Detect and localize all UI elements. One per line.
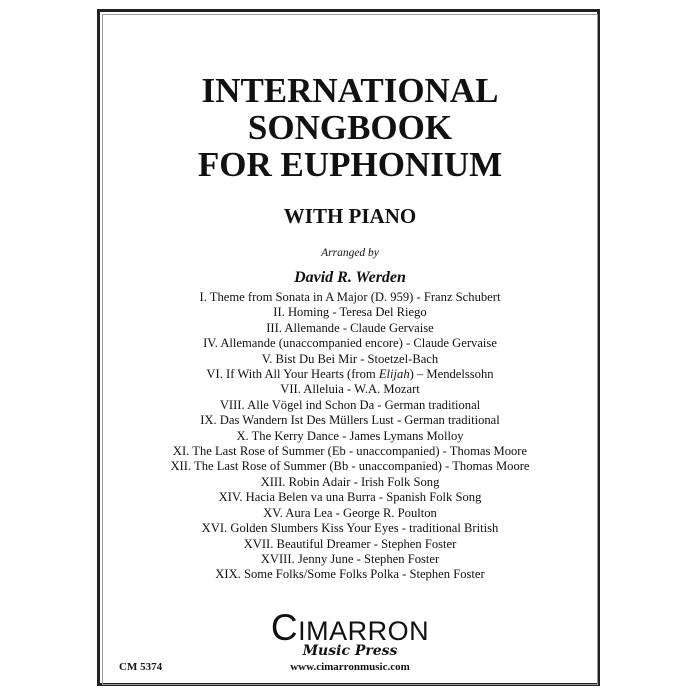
publisher-url[interactable]: www.cimarronmusic.com [290, 661, 410, 673]
logo-text: IMARRON [298, 616, 430, 646]
list-item: XI. The Last Rose of Summer (Eb - unaccompanied) - Thomas Moore [172, 444, 528, 459]
list-item-part: VI. If With All Your Hearts (from [206, 367, 379, 382]
title-line: INTERNATIONAL [201, 71, 499, 110]
list-item: XII. The Last Rose of Summer (Bb - unaccompanied) - Thomas Moore [170, 459, 530, 474]
list-item-part: Elijah [378, 367, 410, 382]
logo-initial: C [270, 607, 299, 648]
list-item: VIII. Alle Vögel ind Schon Da - German traditional [219, 397, 481, 412]
page-title [102, 72, 598, 183]
list-item: XVIII. Jenny June - Stephen Foster [260, 551, 440, 566]
list-item [102, 367, 598, 382]
list-item: V. Bist Du Bei Mir - Stoetzel-Bach [261, 351, 439, 366]
publisher-logo [102, 607, 598, 648]
list-item: XVII. Beautiful Dreamer - Stephen Foster [243, 536, 457, 551]
list-item: XVI. Golden Slumbers Kiss Your Eyes - traditional British [201, 521, 499, 536]
list-item: XIII. Robin Adair - Irish Folk Song [260, 474, 440, 489]
list-item: XIX. Some Folks/Some Folks Polka - Stephen Foster [215, 567, 485, 582]
title-line: SONGBOOK [247, 108, 453, 147]
list-item: III. Allemande - Claude Gervaise [266, 320, 434, 335]
arranger-name: David R. Werden [294, 269, 406, 286]
title-line: FOR EUPHONIUM [197, 145, 503, 184]
catalog-number: CM 5374 [119, 661, 163, 673]
list-item: XIV. Hacia Belen va una Burra - Spanish Folk Song [218, 490, 482, 505]
list-item-part: ) – Mendelssohn [409, 367, 494, 382]
subtitle: WITH PIANO [283, 204, 417, 228]
list-item: XV. Aura Lea - George R. Poulton [263, 505, 437, 520]
list-item: I. Theme from Sonata in A Major (D. 959) - Franz Schubert [199, 290, 501, 304]
publisher-logo-sub: Music Press [302, 643, 398, 659]
list-item: IV. Allemande (unaccompanied encore) - Claude Gervaise [203, 336, 497, 351]
contents-list [102, 290, 598, 583]
list-item: II. Homing - Teresa Del Riego [273, 305, 427, 320]
list-item: X. The Kerry Dance - James Lymans Molloy [236, 428, 464, 443]
arranged-by-label: Arranged by [321, 247, 379, 259]
list-item: IX. Das Wandern Ist Des Müllers Lust - German traditional [200, 413, 500, 428]
list-item: VII. Alleluia - W.A. Mozart [280, 382, 420, 397]
